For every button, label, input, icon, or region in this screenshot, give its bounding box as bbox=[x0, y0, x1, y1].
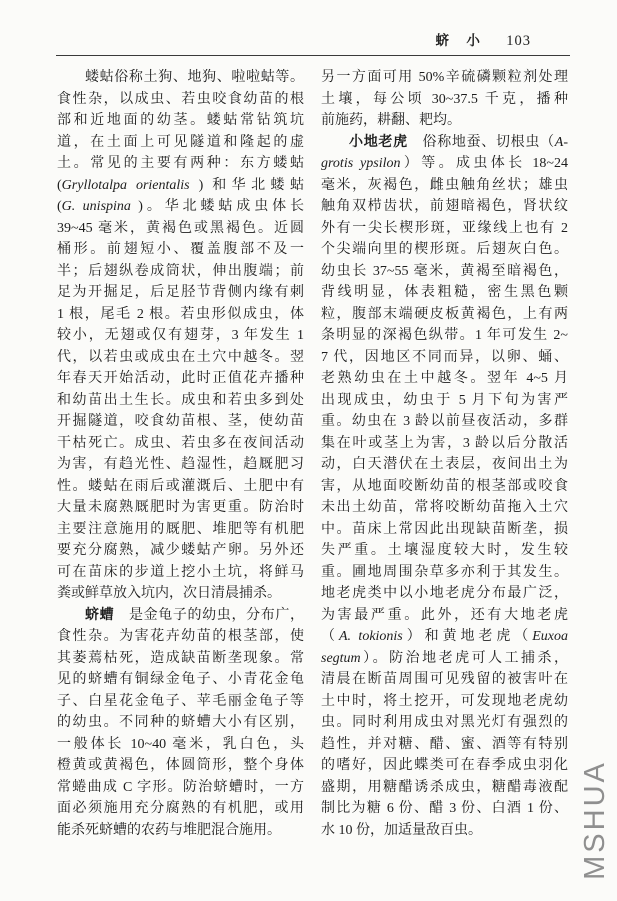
text-line bbox=[321, 282, 568, 304]
text-run: 前施药，耕翻、耙均。 bbox=[321, 113, 461, 128]
text-line bbox=[57, 519, 304, 541]
text-run: ）等。成虫体长 18~24 bbox=[400, 156, 568, 171]
text-line bbox=[321, 304, 568, 326]
text-run: 为害，有趋光性、趋湿性，趋厩肥习 bbox=[57, 457, 304, 472]
text-line bbox=[57, 734, 304, 756]
text-run: 橙黄或黄褐色，体圆筒形，整个身体 bbox=[57, 758, 304, 773]
text-line bbox=[57, 218, 304, 240]
text-run: 年春天开始活动，此时正值花卉播种 bbox=[57, 371, 304, 386]
text-run: 见的蛴螬有铜绿金龟子、小青花金龟 bbox=[57, 672, 304, 687]
text-run: （ bbox=[321, 629, 339, 644]
text-line bbox=[321, 89, 568, 111]
text-line bbox=[57, 669, 304, 691]
text-run: 虫。同时利用成虫对黑光灯有强烈的 bbox=[321, 715, 568, 730]
text-line bbox=[321, 820, 568, 842]
text-line bbox=[57, 67, 304, 89]
text-run: 清晨在断苗周围可见残留的被害叶在 bbox=[321, 672, 568, 687]
text-line bbox=[57, 454, 304, 476]
text-run: 和幼苗出土生长。成虫和若虫多到处 bbox=[57, 392, 304, 408]
text-run: 食性杂，以成虫、若虫咬食幼苗的根 bbox=[57, 91, 304, 107]
text-run: 的嗜好，因此蝶类可在春季成虫羽化 bbox=[321, 758, 568, 773]
text-run: 其萎蔫枯死，造成缺苗断垄现象。常 bbox=[57, 650, 304, 666]
text-run: 水 10 份，加适量敌百虫。 bbox=[321, 822, 482, 838]
text-line bbox=[57, 433, 304, 455]
right-column bbox=[321, 67, 568, 841]
text-line bbox=[321, 153, 568, 175]
text-line bbox=[321, 454, 568, 476]
text-run: 中。苗床上常因此出现缺苗断垄，损 bbox=[321, 521, 568, 537]
text-run: 子、白星花金龟子、苹毛丽金龟子等 bbox=[57, 693, 304, 709]
text-line bbox=[321, 476, 568, 498]
text-line bbox=[321, 755, 568, 777]
page-number: 103 bbox=[506, 33, 531, 49]
text-line bbox=[321, 347, 568, 369]
text-run: 土中时，将土挖开，可发现地老虎幼 bbox=[321, 693, 568, 709]
text-line bbox=[57, 648, 304, 670]
text-run: 足为开掘足，后足胫节背侧内缘有刺 bbox=[57, 285, 304, 300]
text-line bbox=[57, 89, 304, 111]
text-line bbox=[57, 110, 304, 132]
text-line bbox=[321, 583, 568, 605]
text-line bbox=[57, 605, 304, 627]
text-line bbox=[321, 734, 568, 756]
text-line bbox=[321, 540, 568, 562]
text-run: 土。常见的主要有两种：东方蝼蛄 bbox=[57, 156, 304, 171]
text-run: 较小，无翅或仅有翅芽，3 年发生 1 bbox=[57, 328, 304, 343]
text-run: 老熟幼虫在土中越冬。翌年 4~5 月 bbox=[321, 371, 568, 386]
text-line bbox=[57, 820, 304, 842]
text-run: 重。圃地周围杂草多亦利于其发生。 bbox=[321, 564, 568, 580]
text-line bbox=[57, 368, 304, 390]
text-run: )。华北蝼蛄成虫体长 bbox=[130, 199, 304, 214]
text-run: 的幼虫。不同种的蛴螬大小有区别， bbox=[57, 715, 304, 730]
text-line bbox=[321, 605, 568, 627]
text-run: 面必须施用充分腐熟的有机肥，或用 bbox=[57, 801, 304, 816]
text-run: 土壤，每公顷 30~37.5 千克，播种 bbox=[321, 91, 568, 107]
text-line bbox=[57, 691, 304, 713]
text-run: 触角双栉齿状，前翅暗褐色，肾状纹 bbox=[321, 199, 568, 214]
text-line bbox=[57, 261, 304, 283]
text-run: 地老虎类中以小地老虎分布最广泛， bbox=[321, 586, 568, 601]
text-line bbox=[57, 304, 304, 326]
text-line bbox=[321, 239, 568, 261]
text-run: 制比为糖 6 份、醋 3 份、白酒 1 份、 bbox=[321, 801, 568, 816]
entry-headword: 蛴螬 bbox=[85, 607, 115, 623]
text-line bbox=[57, 755, 304, 777]
text-line bbox=[57, 196, 304, 218]
text-line bbox=[321, 218, 568, 240]
text-run: 趋性，并对糖、醋、蜜、酒等有特别 bbox=[321, 736, 568, 752]
text-line bbox=[321, 648, 568, 670]
text-run: 大量未腐熟厩肥时为害更重。防治时 bbox=[57, 500, 304, 515]
text-run: 39~45 毫米，黄褐色或黑褐色。近圆 bbox=[57, 220, 304, 236]
text-line bbox=[321, 132, 568, 154]
text-line bbox=[321, 325, 568, 347]
text-line bbox=[57, 239, 304, 261]
text-line bbox=[321, 175, 568, 197]
text-line bbox=[321, 691, 568, 713]
text-line bbox=[321, 798, 568, 820]
text-run: 部和近地面的幼茎。蝼蛄常钻筑坑 bbox=[57, 113, 304, 128]
text-run: ( bbox=[57, 177, 62, 193]
text-line bbox=[321, 497, 568, 519]
page-header bbox=[57, 29, 531, 50]
text-run: 要充分腐熟，减少蝼蛄产卵。另外还 bbox=[57, 543, 304, 558]
watermark-text: MSHUA bbox=[579, 760, 611, 880]
text-run: 一般体长 10~40 毫米，乳白色，头 bbox=[57, 736, 304, 752]
text-line bbox=[321, 712, 568, 734]
text-run: ) 和华北蝼蛄 bbox=[189, 177, 304, 193]
text-line bbox=[57, 583, 304, 605]
text-columns bbox=[57, 67, 568, 841]
text-run: 盛期，用糖醋诱杀成虫，糖醋毒液配 bbox=[321, 779, 568, 795]
text-line bbox=[321, 67, 568, 89]
text-run: 干枯死亡。成虫、若虫多在夜间活动 bbox=[57, 435, 304, 451]
text-line bbox=[321, 519, 568, 541]
text-line bbox=[57, 175, 304, 197]
text-line bbox=[321, 196, 568, 218]
text-run: 半；后翅纵卷成筒状，伸出腹端；前 bbox=[57, 263, 304, 279]
left-column bbox=[57, 67, 304, 841]
text-run: 可在苗床的步道上挖小土坑，将鲜马 bbox=[57, 564, 304, 580]
text-run: 粪或鲜草放入坑内，次日清晨捕杀。 bbox=[57, 586, 281, 601]
text-run: 开掘隧道，咬食幼苗根、茎，使幼苗 bbox=[57, 414, 304, 429]
latin-name: A. tokionis bbox=[338, 629, 403, 644]
text-run: 毫米，灰褐色，雌虫触角丝状；雄虫 bbox=[321, 177, 568, 193]
text-line bbox=[321, 110, 568, 132]
text-line bbox=[57, 712, 304, 734]
text-line bbox=[321, 368, 568, 390]
text-run: 幼虫长 37~55 毫米，黄褐至暗褐色， bbox=[321, 263, 568, 279]
text-line bbox=[321, 433, 568, 455]
text-line bbox=[57, 798, 304, 820]
entry-headword: 小地老虎 bbox=[349, 134, 408, 150]
text-run: 常蜷曲成 C 字形。防治蛴螬时，一方 bbox=[57, 779, 304, 795]
text-line bbox=[57, 540, 304, 562]
text-run: 能杀死蛴螬的农药与堆肥混合施用。 bbox=[57, 822, 281, 838]
latin-name: Gryllotalpa orientalis bbox=[61, 177, 190, 193]
text-run: 害，从地面咬断幼苗的根茎部或咬食 bbox=[321, 478, 568, 494]
latin-name: segtum bbox=[321, 650, 361, 666]
text-run: 背线明显，体表粗糙，密生黑色颗 bbox=[321, 285, 568, 300]
text-run: 出现成虫，幼虫于 5 月下旬为害严 bbox=[321, 392, 568, 408]
latin-name: Euxoa bbox=[532, 629, 569, 644]
text-run: 7 代，因地区不同而异，以卵、蛹、 bbox=[321, 349, 568, 365]
text-run: ）和黄地老虎（ bbox=[402, 629, 533, 644]
text-run: 1 根，尾毛 2 根。若虫形似成虫，体 bbox=[57, 306, 304, 322]
text-line bbox=[321, 411, 568, 433]
text-line bbox=[321, 562, 568, 584]
text-run: 食性杂。为害花卉幼苗的根茎部，使 bbox=[57, 629, 304, 644]
latin-name: G. unispina bbox=[61, 199, 131, 214]
text-line bbox=[57, 282, 304, 304]
latin-name: grotis ypsilon bbox=[321, 156, 401, 171]
text-line bbox=[57, 476, 304, 498]
text-line bbox=[57, 626, 304, 648]
text-run: 代，以若虫或成虫在土穴中越冬。翌 bbox=[57, 349, 304, 365]
header-rule bbox=[56, 55, 570, 56]
text-run: 外有一尖长楔形斑，亚缘线上也有 2 bbox=[321, 220, 568, 236]
text-line bbox=[57, 497, 304, 519]
text-line bbox=[57, 153, 304, 175]
text-line bbox=[57, 777, 304, 799]
latin-name: A- bbox=[554, 134, 569, 150]
text-run: 集在叶或茎上为害，3 龄以后分散活 bbox=[321, 435, 568, 451]
text-run: 为害最严重。此外，还有大地老虎 bbox=[321, 607, 568, 623]
text-line bbox=[321, 777, 568, 799]
text-run: 失严重。土壤湿度较大时，发生较 bbox=[321, 543, 568, 558]
text-run: 粒，腹部末端硬皮板黄褐色，上有两 bbox=[321, 306, 568, 322]
text-line bbox=[57, 132, 304, 154]
text-run: ( bbox=[57, 199, 62, 214]
text-run: 道，在土面上可见隧道和隆起的虚 bbox=[57, 134, 304, 150]
text-run: 蝼蛄俗称土狗、地狗、啦啦蛄等。 bbox=[85, 70, 304, 85]
text-line bbox=[57, 562, 304, 584]
text-run: 未出土幼苗，常将咬断幼苗拖入土穴 bbox=[321, 500, 568, 515]
text-line bbox=[57, 325, 304, 347]
text-line bbox=[321, 669, 568, 691]
text-line bbox=[57, 390, 304, 412]
text-line bbox=[57, 347, 304, 369]
text-line bbox=[321, 626, 568, 648]
text-line bbox=[321, 261, 568, 283]
text-run: 桶形。前翅短小、覆盖腹部不及一 bbox=[57, 242, 304, 257]
text-line bbox=[57, 411, 304, 433]
text-run: 俗称地蚕、切根虫（ bbox=[407, 134, 555, 150]
text-run: 另一方面可用 50%辛硫磷颗粒剂处理 bbox=[321, 70, 568, 85]
text-run: 重。幼虫在 3 龄以前昼夜活动，多群 bbox=[321, 414, 568, 429]
text-run: ）。防治地老虎可人工捕杀， bbox=[360, 650, 568, 666]
text-run: 是金龟子的幼虫，分布广， bbox=[114, 607, 305, 623]
text-run: 动，白天潜伏在土表层，夜间出土为 bbox=[321, 457, 568, 472]
text-line bbox=[321, 390, 568, 412]
text-run: 条明显的深褐色纵带。1 年可发生 2~ bbox=[321, 328, 568, 343]
text-run: 主要注意施用的厩肥、堆肥等有机肥 bbox=[57, 521, 304, 537]
header-entry-range: 蛴 小 bbox=[435, 33, 487, 48]
text-run: 个尖端向里的楔形斑。后翅灰白色。 bbox=[321, 242, 568, 257]
text-run: 性。蝼蛄在雨后或灌溉后、土肥中有 bbox=[57, 478, 304, 494]
